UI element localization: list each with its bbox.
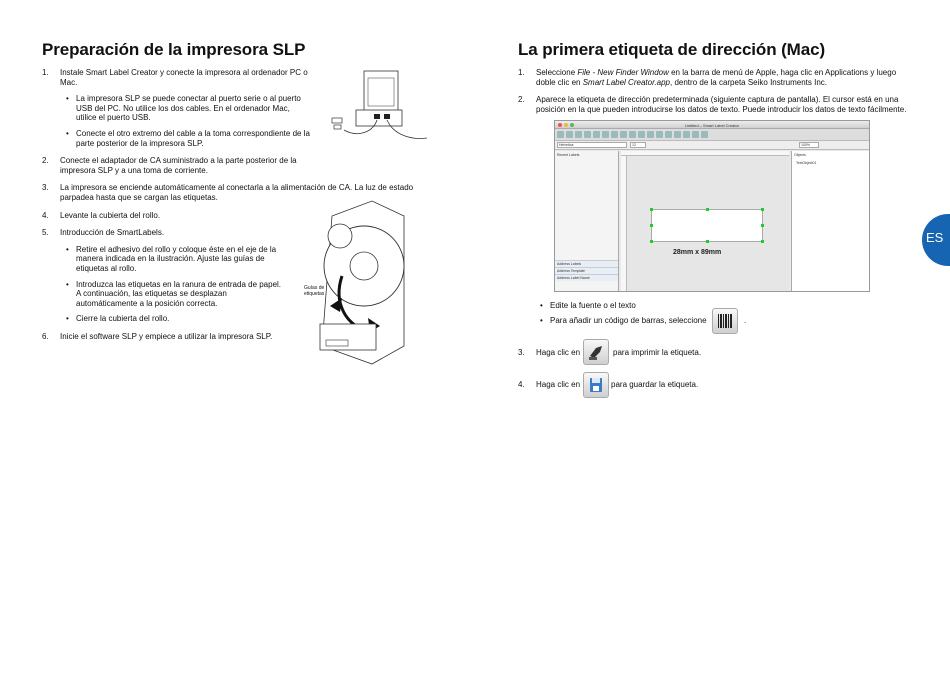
format-toolbar (555, 141, 869, 150)
step-number: 1. (518, 68, 525, 77)
objects-header: Objects (794, 153, 806, 157)
right-step-1 (518, 68, 913, 87)
language-tab: ES (922, 214, 950, 266)
sidebar-list (555, 260, 618, 281)
bullet-text: Edite la fuente o el texto (550, 301, 636, 310)
right-step-3-num: 3. (518, 348, 525, 357)
step-number: 5. (42, 228, 49, 238)
resize-handle (761, 224, 764, 227)
step-number: 2. (518, 95, 525, 105)
bullet-dot: • (540, 301, 543, 310)
right-step-4-text-a: Haga clic en (536, 380, 581, 389)
step-text: Inicie el software SLP y empiece a utilizar la impresora SLP. (60, 331, 273, 341)
illustration-caption: Guías de etiquetas (304, 285, 325, 297)
barcode-bullet-end: . (744, 316, 747, 325)
barcode-bullet (534, 316, 834, 326)
objects-panel (791, 151, 869, 291)
left-step-5 (42, 228, 287, 324)
resize-handle (650, 224, 653, 227)
horizontal-ruler (621, 151, 789, 156)
step-text: Instale Smart Label Creator y conecte la impresora al ordenador PC o Mac. (60, 68, 308, 87)
resize-handle (650, 240, 653, 243)
step-number: 4. (42, 210, 49, 220)
help-icon (701, 131, 708, 138)
left-step-4 (42, 211, 302, 221)
line-icon (620, 131, 627, 138)
menu-path: File - New Finder Window (577, 68, 669, 77)
new-icon (557, 131, 564, 138)
resize-handle (761, 208, 764, 211)
resize-handle (706, 208, 709, 211)
right-step-3-text-b: para imprimir la etiqueta. (613, 348, 702, 357)
resize-handle (650, 208, 653, 211)
font-size-select: 12 (630, 142, 646, 148)
text-icon (593, 131, 600, 138)
step1-bullet-list (60, 94, 310, 148)
print-button-icon[interactable] (583, 339, 609, 365)
step-text: Conecte el adaptador de CA suministrado a la parte posterior de la impresora SLP y a una toma de corriente. (60, 156, 297, 175)
step-number: 2. (42, 156, 49, 166)
object-item: TextObject01 (796, 161, 817, 165)
window-titlebar (555, 121, 869, 129)
bullet-item: • Cierre la cubierta del rollo. (60, 314, 285, 324)
step5-bullet-list (60, 245, 285, 324)
step-number: 6. (42, 331, 49, 341)
save-icon (575, 131, 582, 138)
image-icon (602, 131, 609, 138)
step-text: , dentro de la carpeta Seiko Instruments Inc. (670, 77, 827, 87)
step-text: La impresora se enciende automáticamente al conectarla a la alimentación de CA. La luz de estado parpadea hasta que se cargan las etiquetas. (60, 183, 414, 202)
bullet-item: • La impresora SLP se puede conectar al puerto serie o al puerto USB del PC. No utilice los dos cables. En el ordenador Mac, utilice el puerto USB. (60, 94, 310, 123)
resize-handle (706, 240, 709, 243)
step-text: Introducción de SmartLabels. (60, 228, 165, 238)
sidebar-item: Address Labels (555, 260, 618, 267)
bullet-item: • Conecte el otro extremo del cable a la toma correspondiente de la parte posterior de la impresora SLP. (60, 129, 310, 148)
step-text: Seleccione (536, 68, 578, 77)
label-dimensions: 28mm x 89mm (673, 249, 722, 256)
bullet-dot: • (540, 316, 543, 325)
rotate-icon (674, 131, 681, 138)
sidebar-item: Address Label Name (555, 274, 618, 281)
right-step-4-num: 4. (518, 380, 525, 389)
step-text: Aparece la etiqueta de dirección predeterminada (siguiente captura de pantalla). El cursor está en una posición en la que pueden introducirse los datos de texto. Puede introducir los datos de texto fácilmente. (536, 95, 907, 114)
left-step-6 (42, 332, 302, 342)
barcode-icon (611, 131, 618, 138)
app-toolbar (555, 129, 869, 141)
window-title: Untitled – Smart Label Creator (684, 123, 740, 128)
print-icon (584, 131, 591, 138)
font-select: Helvetica (557, 142, 627, 148)
database-icon (665, 131, 672, 138)
bullet-barcode (534, 316, 834, 326)
step-text: Levante la cubierta del rollo. (60, 210, 161, 220)
counter-icon (656, 131, 663, 138)
bullet-text: Para añadir un código de barras, seleccione (550, 316, 707, 325)
step-number: 1. (42, 68, 49, 77)
app-name: Smart Label Creator.app (582, 77, 671, 87)
align-icon (683, 131, 690, 138)
right-step-4-text-b: para guardar la etiqueta. (611, 380, 699, 389)
sidebar-header: Recent Labels (557, 153, 580, 157)
address-label (651, 209, 763, 242)
barcode-button-icon[interactable] (712, 308, 738, 334)
right-step-3-text-a: Haga clic en (536, 348, 581, 357)
step-text: en la barra de menú de Apple, haga clic en Applications y luego doble clic en (536, 68, 897, 87)
sidebar-item: Address Template (555, 267, 618, 274)
left-step-2 (42, 156, 310, 175)
rect-icon (629, 131, 636, 138)
app-screenshot (554, 120, 870, 292)
right-step-2 (518, 95, 913, 114)
printer-roll-illustration (302, 196, 414, 366)
right-column (518, 40, 918, 122)
labels-sidebar (555, 151, 619, 291)
step-number: 3. (42, 183, 49, 193)
save-button-icon[interactable] (583, 372, 609, 398)
vertical-ruler (621, 156, 627, 291)
left-step-1 (42, 68, 310, 148)
right-title: La primera etiqueta de dirección (Mac) (518, 40, 826, 59)
edit-bullets (534, 301, 834, 311)
open-icon (566, 131, 573, 138)
date-icon (647, 131, 654, 138)
zoom-select: 100% (799, 142, 819, 148)
bullet-item: • Introduzca las etiquetas en la ranura de entrada de papel. A continuación, las etiquetas se desplazan automáticamente a la posición correcta. (60, 280, 285, 309)
address-icon (638, 131, 645, 138)
resize-handle (761, 240, 764, 243)
bullet-item: • Retire el adhesivo del rollo y coloque éste en el eje de la manera indicada en la ilustración. Ajuste las guías de etiquetas al rollo. (60, 245, 285, 274)
bullet-edit (534, 301, 834, 311)
printer-connection-illustration (328, 68, 428, 146)
left-title: Preparación de la impresora SLP (42, 40, 306, 59)
group-icon (692, 131, 699, 138)
label-canvas (621, 151, 789, 291)
